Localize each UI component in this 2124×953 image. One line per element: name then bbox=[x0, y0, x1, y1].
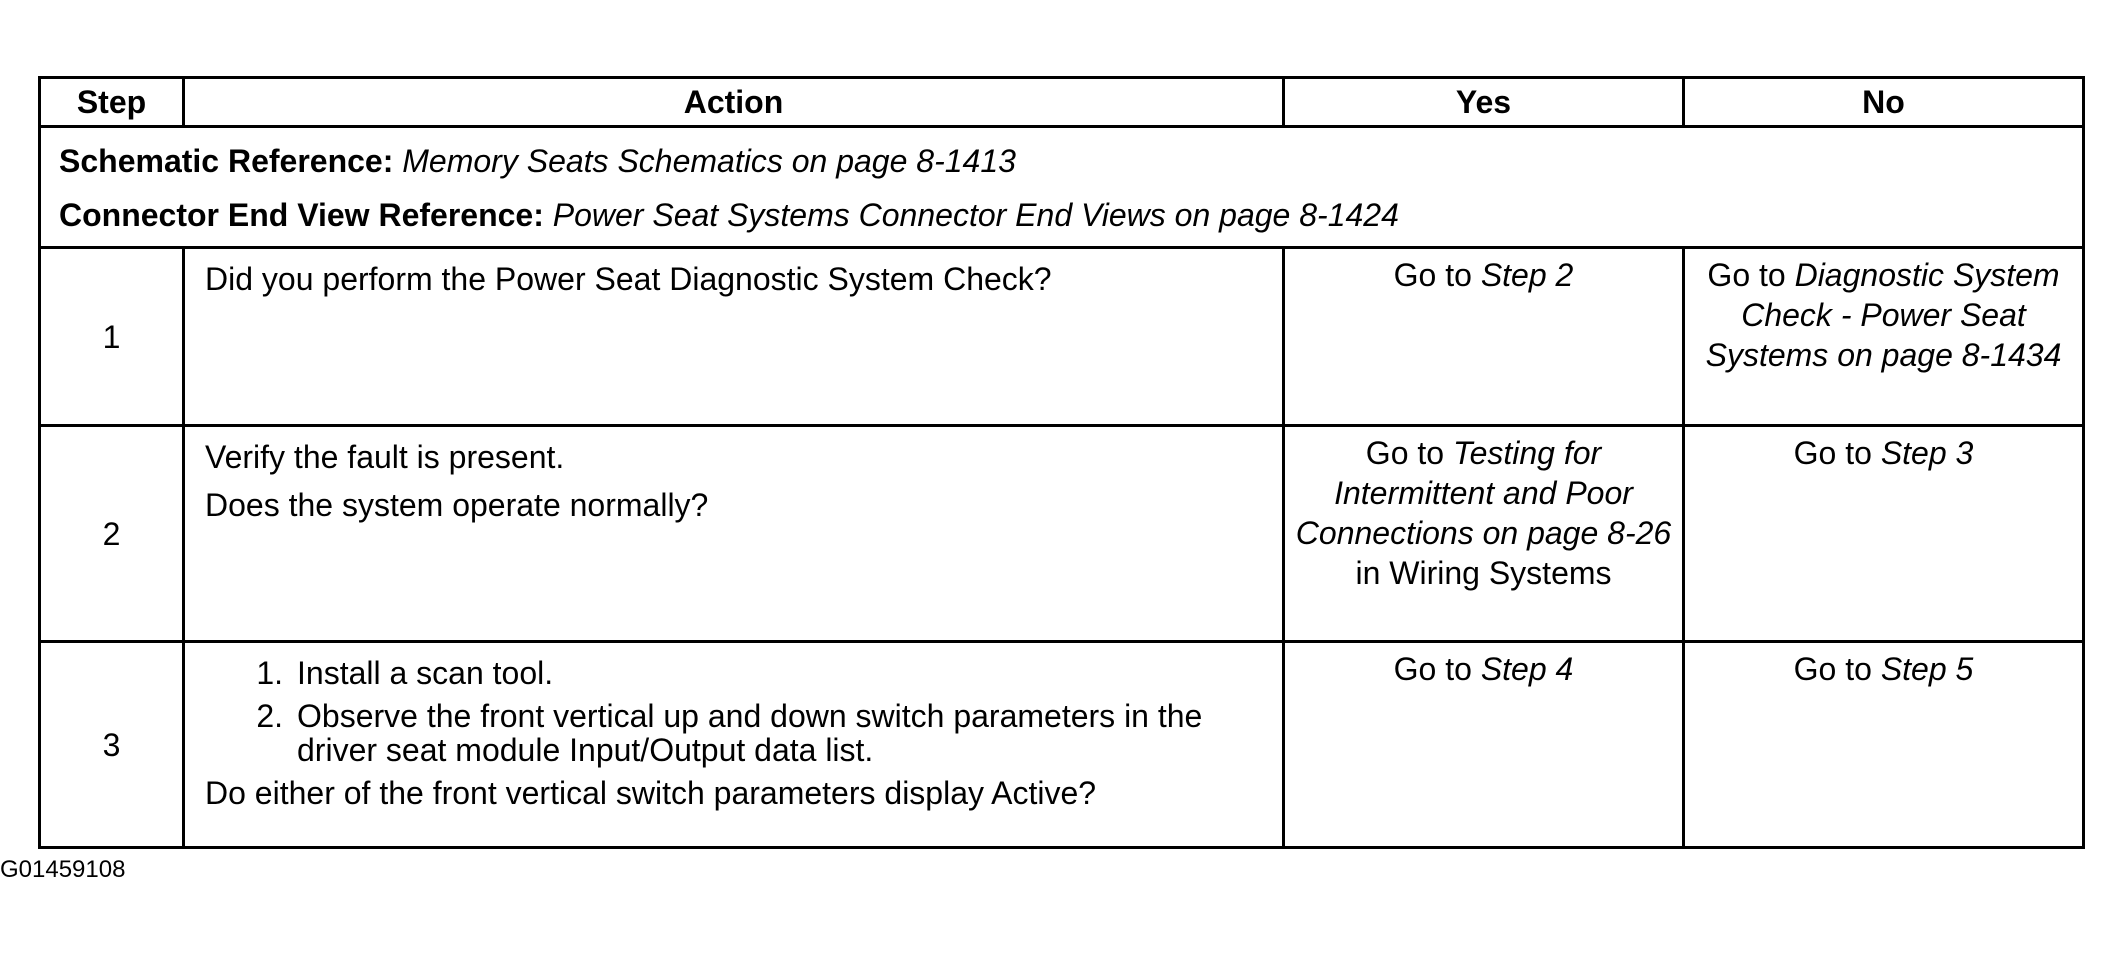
action-question: Does the system operate normally? bbox=[205, 487, 709, 523]
no-cell bbox=[1684, 642, 2084, 848]
table-row bbox=[40, 642, 2084, 848]
yes-link[interactable]: Testing for Intermittent and Poor Connections on page 8-26 bbox=[1295, 435, 1672, 551]
yes-result bbox=[1295, 649, 1672, 689]
yes-prefix: Go to bbox=[1393, 651, 1481, 687]
yes-link[interactable]: Step 4 bbox=[1480, 651, 1574, 687]
action-text: Verify the fault is present. bbox=[205, 439, 565, 475]
connector-reference-link[interactable]: Power Seat Systems Connector End Views on page 8-1424 bbox=[552, 197, 1399, 233]
yes-prefix: Go to bbox=[1393, 257, 1481, 293]
header-yes: Yes bbox=[1284, 78, 1684, 127]
no-result bbox=[1695, 433, 2072, 473]
list-item-number: 2. bbox=[256, 698, 283, 734]
no-link[interactable]: Diagnostic System Check - Power Seat Systems on page 8-1434 bbox=[1705, 257, 2062, 373]
no-prefix: Go to bbox=[1707, 257, 1795, 293]
table-row bbox=[40, 426, 2084, 642]
schematic-reference-link[interactable]: Memory Seats Schematics on page 8-1413 bbox=[402, 143, 1016, 179]
yes-prefix: Go to bbox=[1365, 435, 1453, 471]
list-item-text: Install a scan tool. bbox=[297, 655, 554, 691]
header-row bbox=[40, 78, 2084, 127]
no-link[interactable]: Step 5 bbox=[1880, 651, 1974, 687]
no-cell bbox=[1684, 248, 2084, 426]
action-question: Do either of the front vertical switch parameters display Active? bbox=[205, 775, 1097, 811]
no-link[interactable]: Step 3 bbox=[1880, 435, 1974, 471]
action-text: Did you perform the Power Seat Diagnostic System Check? bbox=[205, 261, 1052, 297]
header-action: Action bbox=[184, 78, 1284, 127]
yes-cell bbox=[1284, 642, 1684, 848]
list-item-number: 1. bbox=[256, 655, 283, 691]
schematic-reference-label: Schematic Reference: bbox=[59, 143, 394, 179]
connector-reference-label: Connector End View Reference: bbox=[59, 197, 544, 233]
step-number: 1 bbox=[40, 248, 184, 426]
yes-result bbox=[1295, 255, 1672, 295]
connector-reference bbox=[59, 188, 2064, 242]
list-item-text: Observe the front vertical up and down switch parameters in the driver seat module Input/Output data list. bbox=[297, 698, 1203, 768]
action-cell bbox=[184, 426, 1284, 642]
yes-cell bbox=[1284, 426, 1684, 642]
no-prefix: Go to bbox=[1793, 435, 1881, 471]
yes-suffix: in Wiring Systems bbox=[1355, 555, 1612, 591]
header-step: Step bbox=[40, 78, 184, 127]
no-result bbox=[1695, 255, 2072, 375]
table-row bbox=[40, 248, 2084, 426]
list-item bbox=[205, 653, 1262, 693]
list-item bbox=[205, 699, 1262, 767]
no-result bbox=[1695, 649, 2072, 689]
header-no: No bbox=[1684, 78, 2084, 127]
yes-link[interactable]: Step 2 bbox=[1480, 257, 1574, 293]
yes-result bbox=[1295, 433, 1672, 593]
schematic-reference bbox=[59, 134, 2064, 188]
yes-cell bbox=[1284, 248, 1684, 426]
no-prefix: Go to bbox=[1793, 651, 1881, 687]
no-cell bbox=[1684, 426, 2084, 642]
diagnostic-table bbox=[38, 76, 2085, 849]
reference-row bbox=[40, 127, 2084, 248]
reference-cell bbox=[40, 127, 2084, 248]
action-list bbox=[205, 653, 1262, 767]
action-cell bbox=[184, 642, 1284, 848]
step-number: 3 bbox=[40, 642, 184, 848]
figure-id: G01459108 bbox=[0, 856, 126, 883]
action-cell bbox=[184, 248, 1284, 426]
step-number: 2 bbox=[40, 426, 184, 642]
